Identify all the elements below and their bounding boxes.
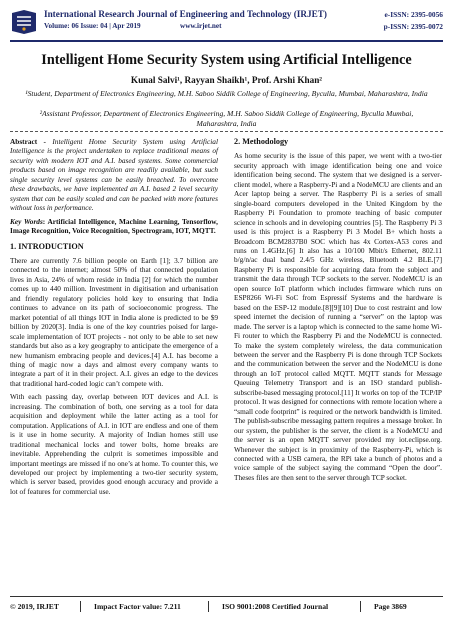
intro-paragraph-1: There are currently 7.6 billion people on Earth [1]; 3.7 billion are connected to the internet; almost 50% of that connected population lives in Asia, 24% of whom reside in India [2] for which the number comes up to 440 million. Investment in digitisation and urbanisation and friendly regulatory policies hold key to ensuring that India continues to advance on its path of socioeconomic progress. The market potential of all things IOT in India alone is predicted to be $9 billion by 2020[3]. India is one of the key countries poised for large-scale implementation of IOT projects - not only to be able to set new standards but also as a key geography to anticipate the emergence of a new humanism embracing people and devices.[4] A.I. has become a thing of magic now a days and almost every company wants to integrate a part of it in their project. A.I. gives an edge to the devices that traditional hard-coded logic can’t compete with.: [10, 255, 218, 388]
journal-header: [10, 8, 443, 38]
left-column: [10, 137, 218, 500]
journal-website-link[interactable]: www.irjet.net: [180, 22, 222, 30]
keywords-label: Key Words: [10, 216, 43, 226]
methodology-paragraph: As home security is the issue of this paper, we went with a two-tier security approach with image identification being one and voice identification being second. The system that we designed is a server-client model, where a Raspberry-Pi and a NodeMCU are clients and an Acer laptop being a server. The Raspberry Pi is a series of small single-board computers developed in the United Kingdom by the Raspberry Pi Foundation to promote teaching of basic computer science in schools and in developing countries [5]. The Raspberry Pi 3 used is this project is a Raspberry Pi 3 Model B+ which hosts a Broadcom BCM2837B0 SOC which has 4x Cortex-A53 cores and runs on 1.4GHz.[6] It also has a 10/100 Mbit/s Ethernet, 802.11 b/g/n/ac dual band 2.4/5 GHz wireless, Bluetooth 4.2 BLE.[7] Raspberry Pi is responsible for acquiring data from the subject and transmit the data through TCP sockets to the server. NodeMCU is an open source IoT platform which includes firmware which runs on ESP8266 Wi-Fi SoC from Espressif Systems and the hardware is based on the ESP-12 module.[8][9][10] Due to cost restraint and low speed internet the decision of running a “server” on the laptop was made. The server is a laptop which is connected to the same home Wi-Fi router to which the Raspberry Pi and the NodeMCU is connected. To make the system completely wireless, the data communication between the server and the Raspberry Pi is done through TCP Sockets and the communication between the server and the NodeMCU is done through an IoT protocol called MQTT. MQTT stands for Message Queuing Telemetry Transport and is an ISO standard publish-subscribe-based messaging protocol.[11] It works on top of the TCP/IP protocol. It was designed for connections with remote location where a “small code footprint” is required or the network bandwidth is limited. The publish-subscribe messaging pattern requires a message broker. In our system, the publisher is the server, the client is a NodeMCU and the server is an open MQTT server provided my iot.eclipse.org. Whenever the subject is in proximity of the Raspberry-Pi, which is connected with a USB camera, the RPi take a bunch of photos and a voice sample of the subject saying the command “Open the door”. Theses files are then sent to the server through TCP socket.: [234, 151, 442, 482]
keywords-text: : Artificial Intelligence, Machine Learning, Tensorflow, Image Recognition, Voice Recognition, Spectrogram, IOT, MQTT.: [10, 216, 218, 236]
right-column: [234, 137, 442, 486]
intro-paragraph-2: With each passing day, overlap between IOT devices and A.I. is increasing. The combination of both, one serving as a tool for data acquisition and deployment while the latter acting as a tool for computation. Applications of A.I. in IOT are endless and one of them is it use in home security. A majority of Indian homes still use traditional mechanical locks and tower bolts, home breaks are inevitable. Apprehending the culprit is sometimes impossible and important meetings are missed if no one’s at home. To counter this, we developed our project by implementing a two-tier security system, which is server based, provides good enough accuracy and provide a lot of features for commercial use.: [10, 392, 218, 496]
paper-authors: Kunal Salvi¹, Rayyan Shaikh¹, Prof. Arshi Khan²: [130, 75, 323, 85]
abstract-text: Intelligent Home Security System using Artificial Intelligence is the project undertaken to replace traditional means of security with modern IOT and A.I. based systems. Some commercial products based on image recognition are readily available, but such single security level systems can be easily breached. To overcome these drawbacks, we have implemented an A.I. based 2 level security system that can be easily scaled and can be packed with more features without loss in performance.: [10, 137, 218, 213]
section-separator: [10, 131, 443, 132]
p-issn: p-ISSN: 2395-0072: [383, 22, 443, 31]
footer-divider-bar: [360, 601, 361, 612]
irjet-logo-icon: [10, 9, 38, 35]
abstract: [10, 137, 218, 213]
footer-iso: ISO 9001:2008 Certified Journal: [222, 602, 329, 611]
footer-divider-bar: [208, 601, 209, 612]
volume-issue: Volume: 06 Issue: 04 | Apr 2019: [44, 22, 141, 30]
footer-divider-bar: [80, 601, 81, 612]
footer-divider: [10, 596, 443, 597]
affiliation-2: ²Assistant Professor, Department of Electronics Engineering, M.H. Saboo Siddik College of Engineering, Byculla Mumbai, Maharashtra, India: [39, 109, 414, 128]
footer-page-number: Page 3869: [374, 602, 407, 611]
methodology-heading: 2. Methodology: [234, 137, 289, 146]
footer-impact-factor: Impact Factor value: 7.211: [94, 602, 181, 611]
intro-heading: 1. INTRODUCTION: [10, 241, 84, 251]
paper-title: Intelligent Home Security System using Artificial Intelligence: [41, 52, 412, 68]
keywords: [10, 217, 218, 236]
e-issn: e-ISSN: 2395-0056: [384, 10, 443, 19]
page-footer: [10, 600, 443, 616]
abstract-label: Abstract -: [10, 137, 46, 146]
header-divider: [10, 40, 443, 42]
footer-copyright: © 2019, IRJET: [10, 602, 59, 611]
journal-meta: [44, 22, 222, 30]
affiliation-1: ¹Student, Department of Electronics Engineering, M.H. Saboo Siddik College of Engineering, Byculla, Mumbai, Maharashtra, India: [25, 89, 428, 98]
journal-name: International Research Journal of Engineering and Technology (IRJET): [44, 9, 327, 19]
